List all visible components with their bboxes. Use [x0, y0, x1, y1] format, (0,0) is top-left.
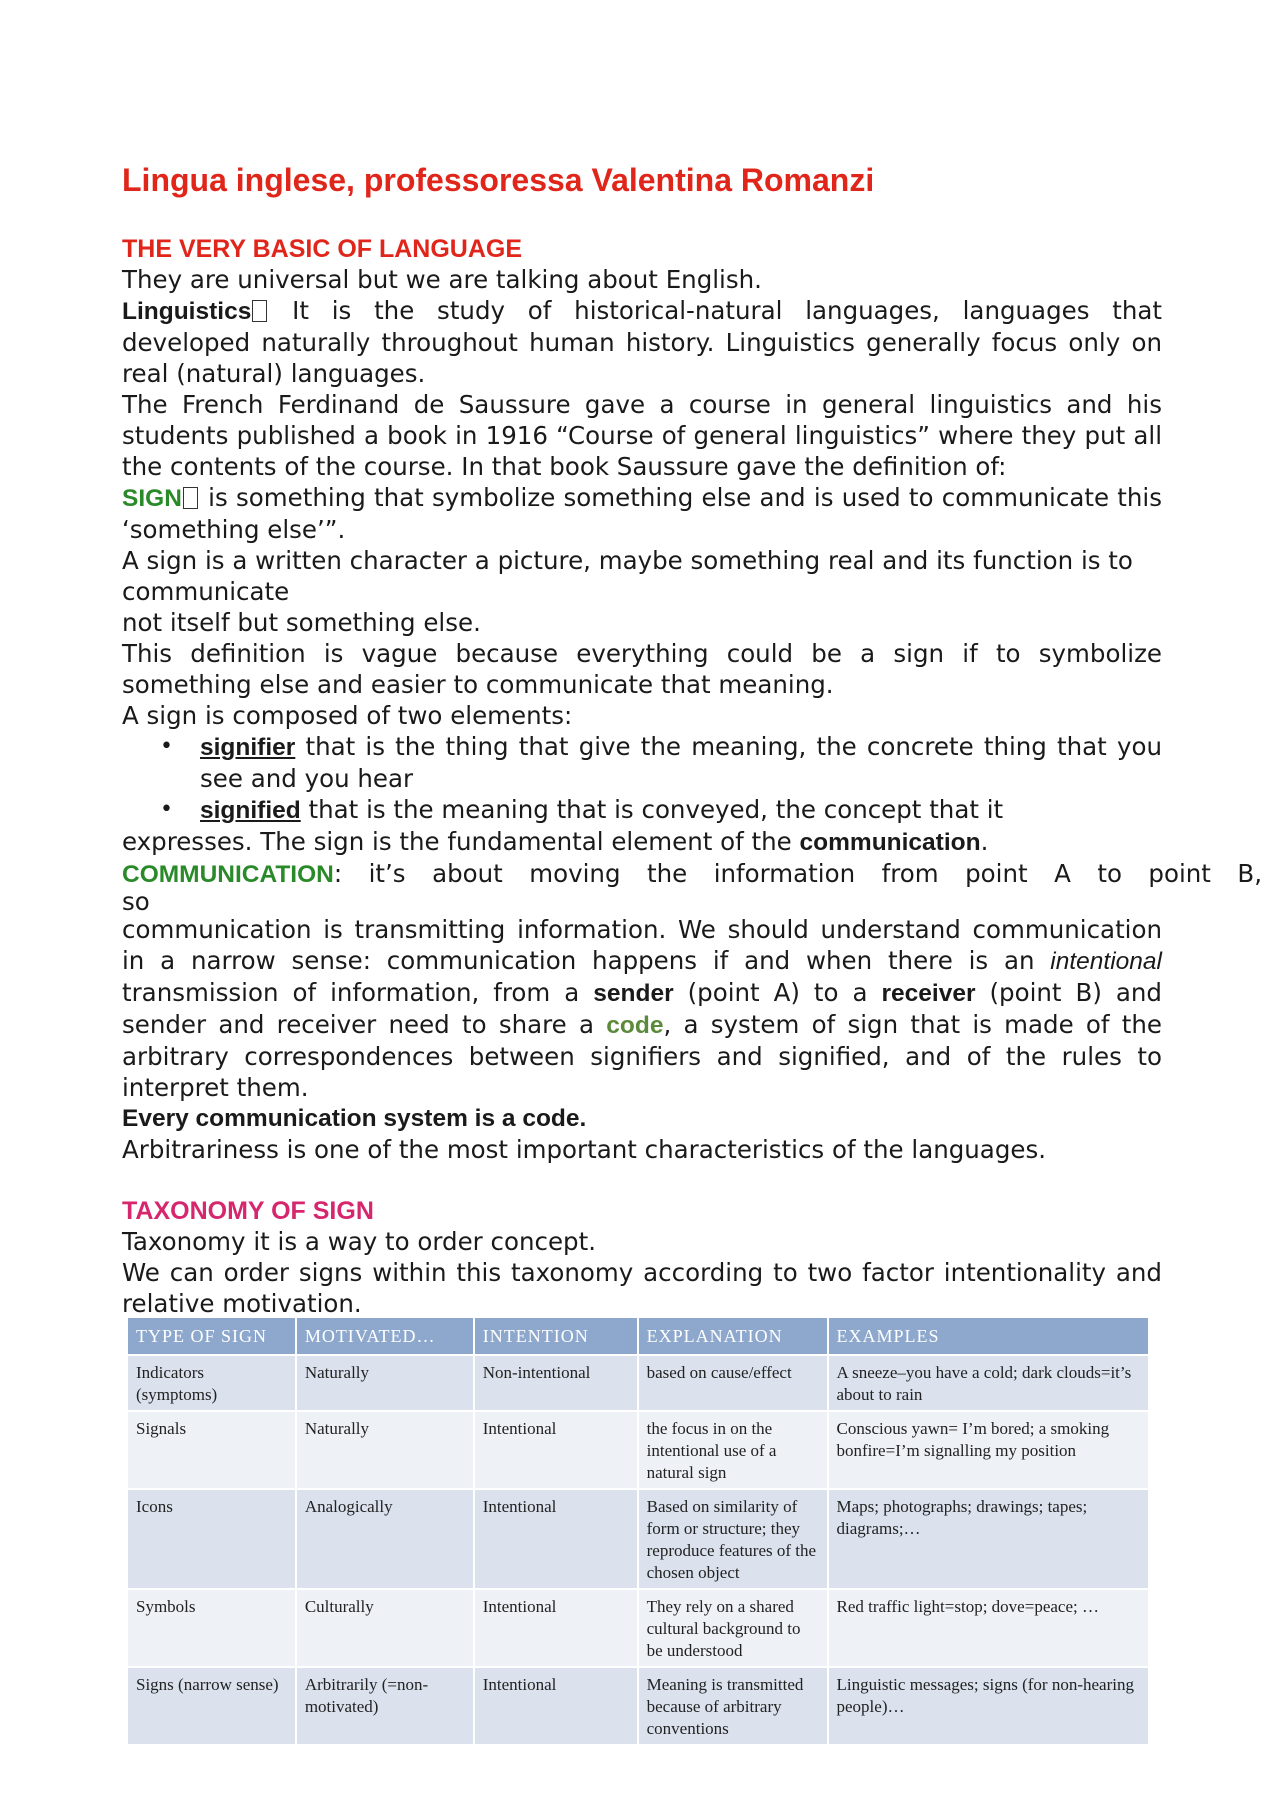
arrow-glyph-icon	[183, 487, 198, 509]
communication-line-text: : it’s about moving the information from point A to point B,	[333, 859, 1262, 888]
table-row	[128, 1589, 1149, 1667]
table-cell: Culturally	[296, 1589, 474, 1667]
table-cell: Intentional	[474, 1489, 638, 1589]
paragraph-sign	[122, 482, 1162, 545]
paragraph-communication-first-line	[122, 858, 1262, 890]
column-header: TYPE OF SIGN	[128, 1318, 296, 1355]
table-cell: Based on similarity of form or structure; they reproduce features of the chosen object	[638, 1489, 828, 1589]
sign-definition: is something that symbolize something else and is used to communicate this ‘something else’”.	[122, 483, 1162, 544]
bullet-icon: •	[160, 734, 173, 759]
table-cell: Intentional	[474, 1667, 638, 1744]
sign-elements-list	[122, 731, 1162, 826]
column-header: INTENTION	[474, 1318, 638, 1355]
document-title: Lingua inglese, professoressa Valentina Romanzi	[122, 162, 875, 198]
paragraph-sign-function-cont: not itself but something else.	[122, 608, 481, 637]
term-signifier: signifier	[200, 734, 296, 761]
paragraph-two-elements: A sign is composed of two elements:	[122, 701, 573, 730]
section-heading-basics: THE VERY BASIC OF LANGUAGE	[122, 235, 523, 263]
table-cell: They rely on a shared cultural background to be understood	[638, 1589, 828, 1667]
table-cell: Conscious yawn= I’m bored; a smoking bonfire=I’m signalling my position	[828, 1411, 1149, 1489]
term-sender: sender	[593, 980, 674, 1007]
list-item	[122, 794, 1162, 826]
spacer	[122, 1165, 1162, 1196]
paragraph-saussure: The French Ferdinand de Saussure gave a course in general linguistics and his students published a book in 1916 “Course of general linguistics” where they put all the contents of the course. In that book Saussure gave the definition of:	[122, 390, 1162, 481]
communication-text: , a system of sign that is made of the arbitrary correspondences between signifiers and signified, and of the rules to interpret them.	[122, 1010, 1162, 1102]
table-cell: A sneeze–you have a cold; dark clouds=it’s about to rain	[828, 1355, 1149, 1411]
fundamental-text: expresses. The sign is the fundamental element of the	[122, 827, 800, 856]
term-intentional: intentional	[1050, 948, 1162, 975]
table-cell: Arbitrarily (=non-motivated)	[296, 1667, 474, 1744]
table-cell: Symbols	[128, 1589, 296, 1667]
term-receiver: receiver	[881, 980, 976, 1007]
paragraph-arbitrariness: Arbitrariness is one of the most important characteristics of the languages.	[122, 1135, 1047, 1164]
signifier-text: that is the thing that give the meaning, the concrete thing that you see and you hear	[200, 732, 1162, 793]
term-communication: communication	[799, 829, 981, 856]
term-signified: signified	[200, 797, 301, 824]
period: .	[980, 827, 989, 856]
table-cell: Maps; photographs; drawings; tapes; diagrams;…	[828, 1489, 1149, 1589]
linguistics-definition: It is the study of historical-natural languages, languages that developed naturally throughout human history. Linguistics generally focus only on real (natural) languages.	[122, 296, 1162, 388]
paragraph-communication	[122, 914, 1162, 1103]
table-row	[128, 1489, 1149, 1589]
bold-statement: Every communication system is a code.	[122, 1105, 587, 1132]
paragraph-vague-definition: This definition is vague because everything could be a sign if to symbolize something else and easier to communicate that meaning.	[122, 639, 1162, 699]
arrow-glyph-icon	[252, 300, 267, 322]
term-communication-heading: COMMUNICATION	[122, 861, 334, 888]
column-header: EXPLANATION	[638, 1318, 828, 1355]
table-cell: Icons	[128, 1489, 296, 1589]
table-cell: Indicators (symptoms)	[128, 1355, 296, 1411]
table-cell: Signs (narrow sense)	[128, 1667, 296, 1744]
table-cell: Meaning is transmitted because of arbitrary conventions	[638, 1667, 828, 1744]
table-cell: Signals	[128, 1411, 296, 1489]
table-cell: Non-intentional	[474, 1355, 638, 1411]
column-header: MOTIVATED…	[296, 1318, 474, 1355]
table-cell: Naturally	[296, 1411, 474, 1489]
communication-text: (point A) to a	[673, 978, 882, 1007]
paragraph-so: so	[122, 887, 150, 916]
table-cell: based on cause/effect	[638, 1355, 828, 1411]
communication-text: transmission of information, from a	[122, 978, 594, 1007]
table-cell: Analogically	[296, 1489, 474, 1589]
paragraph-linguistics	[122, 295, 1162, 389]
communication-text: (point B) and sender and receiver need to share a	[122, 978, 1162, 1039]
table-cell: Naturally	[296, 1355, 474, 1411]
section-heading-taxonomy: TAXONOMY OF SIGN	[122, 1197, 374, 1225]
table-cell: Intentional	[474, 1589, 638, 1667]
term-linguistics: Linguistics	[122, 298, 252, 325]
bullet-icon: •	[160, 797, 173, 822]
table-row	[128, 1355, 1149, 1411]
column-header: EXAMPLES	[828, 1318, 1149, 1355]
paragraph-taxonomy: Taxonomy it is a way to order concept.	[122, 1227, 597, 1256]
table-row	[128, 1667, 1149, 1744]
document-page	[122, 160, 1262, 1319]
paragraph-universal: They are universal but we are talking about English.	[122, 265, 762, 294]
table-cell: Linguistic messages; signs (for non-hearing people)…	[828, 1667, 1149, 1744]
table-cell: the focus in on the intentional use of a natural sign	[638, 1411, 828, 1489]
term-code: code	[606, 1012, 664, 1039]
signified-text: that is the meaning that is conveyed, the concept that it	[300, 795, 1004, 824]
paragraph-fundamental	[122, 826, 1162, 858]
taxonomy-table	[128, 1318, 1150, 1744]
table-header-row	[128, 1318, 1149, 1355]
table-row	[128, 1411, 1149, 1489]
paragraph-order-signs: We can order signs within this taxonomy according to two factor intentionality and relative motivation.	[122, 1258, 1162, 1318]
table-cell: Intentional	[474, 1411, 638, 1489]
term-sign: SIGN	[122, 485, 182, 512]
list-item	[122, 731, 1162, 794]
paragraph-sign-function: A sign is a written character a picture, maybe something real and its function is to communicate	[122, 546, 1133, 606]
table-cell: Red traffic light=stop; dove=peace; …	[828, 1589, 1149, 1667]
communication-text: communication is transmitting information. We should understand communication in a narrow sense: communication happens if and when there is an	[122, 915, 1162, 975]
